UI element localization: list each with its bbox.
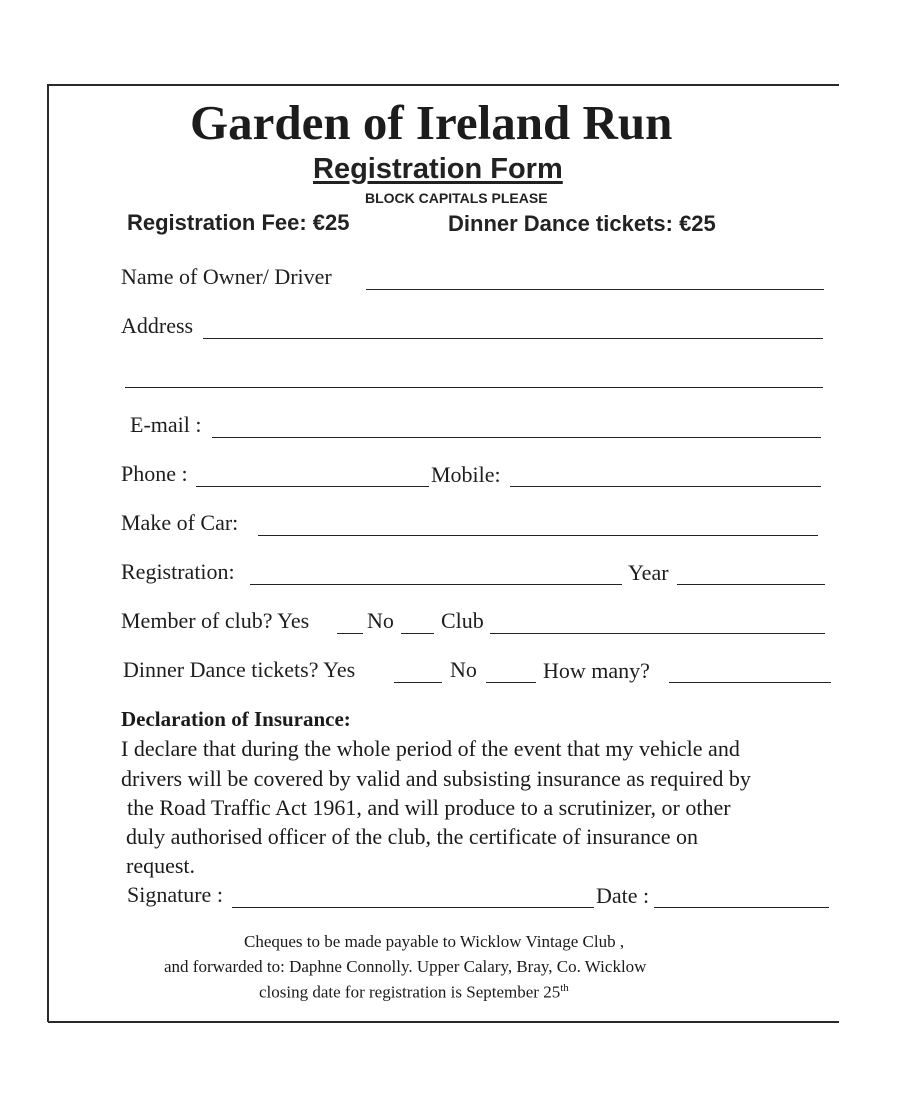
form-border-left <box>47 84 49 1022</box>
how-many-line[interactable] <box>669 682 831 683</box>
declaration-line-2: drivers will be covered by valid and subsisting insurance as required by <box>121 766 751 791</box>
signature-line[interactable] <box>232 907 594 908</box>
dinner-no-label: No <box>450 657 477 682</box>
member-no-blank[interactable] <box>401 633 434 634</box>
footer-closing-date-text: closing date for registration is September 25 <box>259 982 561 1002</box>
member-no-label: No <box>367 608 394 633</box>
dinner-dance-fee: Dinner Dance tickets: €25 <box>448 211 716 236</box>
declaration-line-5: request. <box>126 853 196 878</box>
member-yes-blank[interactable] <box>337 633 363 634</box>
year-line[interactable] <box>677 584 825 585</box>
dinner-tickets-label: Dinner Dance tickets? Yes <box>123 657 356 682</box>
form-border-bottom <box>48 1021 839 1023</box>
form-border-top <box>48 84 839 86</box>
how-many-label: How many? <box>543 658 650 683</box>
member-of-club-label: Member of club? Yes <box>121 608 310 633</box>
club-line[interactable] <box>490 633 825 634</box>
footer-cheques: Cheques to be made payable to Wicklow Vintage Club , <box>244 932 625 951</box>
dinner-yes-blank[interactable] <box>394 682 442 683</box>
dinner-no-blank[interactable] <box>486 682 536 683</box>
address-line-2[interactable] <box>125 387 823 388</box>
phone-line[interactable] <box>196 486 429 487</box>
address-label: Address <box>121 313 194 338</box>
date-label: Date : <box>596 883 650 908</box>
registration-line[interactable] <box>250 584 622 585</box>
footer-closing-date-suffix: th <box>560 982 569 994</box>
make-of-car-line[interactable] <box>258 535 818 536</box>
declaration-line-3: the Road Traffic Act 1961, and will produce to a scrutinizer, or other <box>127 795 731 820</box>
declaration-title: Declaration of Insurance: <box>121 707 351 731</box>
declaration-line-1: I declare that during the whole period of the event that my vehicle and <box>121 736 740 761</box>
mobile-line[interactable] <box>510 486 821 487</box>
mobile-label: Mobile: <box>431 462 501 487</box>
declaration-line-4: duly authorised officer of the club, the certificate of insurance on <box>126 824 698 849</box>
email-label: E-mail : <box>130 412 202 437</box>
club-label: Club <box>441 608 484 633</box>
form-subtitle: Registration Form <box>313 153 563 185</box>
footer-closing-date <box>259 983 569 1001</box>
owner-driver-line[interactable] <box>366 289 824 290</box>
date-line[interactable] <box>654 907 829 908</box>
owner-driver-label: Name of Owner/ Driver <box>121 264 332 289</box>
registration-fee: Registration Fee: €25 <box>127 210 350 235</box>
email-line[interactable] <box>212 437 821 438</box>
signature-label: Signature : <box>127 882 223 907</box>
block-capitals-note: BLOCK CAPITALS PLEASE <box>365 190 548 206</box>
registration-label: Registration: <box>121 559 235 584</box>
phone-label: Phone : <box>121 461 188 486</box>
form-title: Garden of Ireland Run <box>190 95 673 150</box>
year-label: Year <box>628 560 669 585</box>
make-of-car-label: Make of Car: <box>121 510 239 535</box>
address-line-1[interactable] <box>203 338 823 339</box>
footer-address: and forwarded to: Daphne Connolly. Upper Calary, Bray, Co. Wicklow <box>164 957 647 976</box>
